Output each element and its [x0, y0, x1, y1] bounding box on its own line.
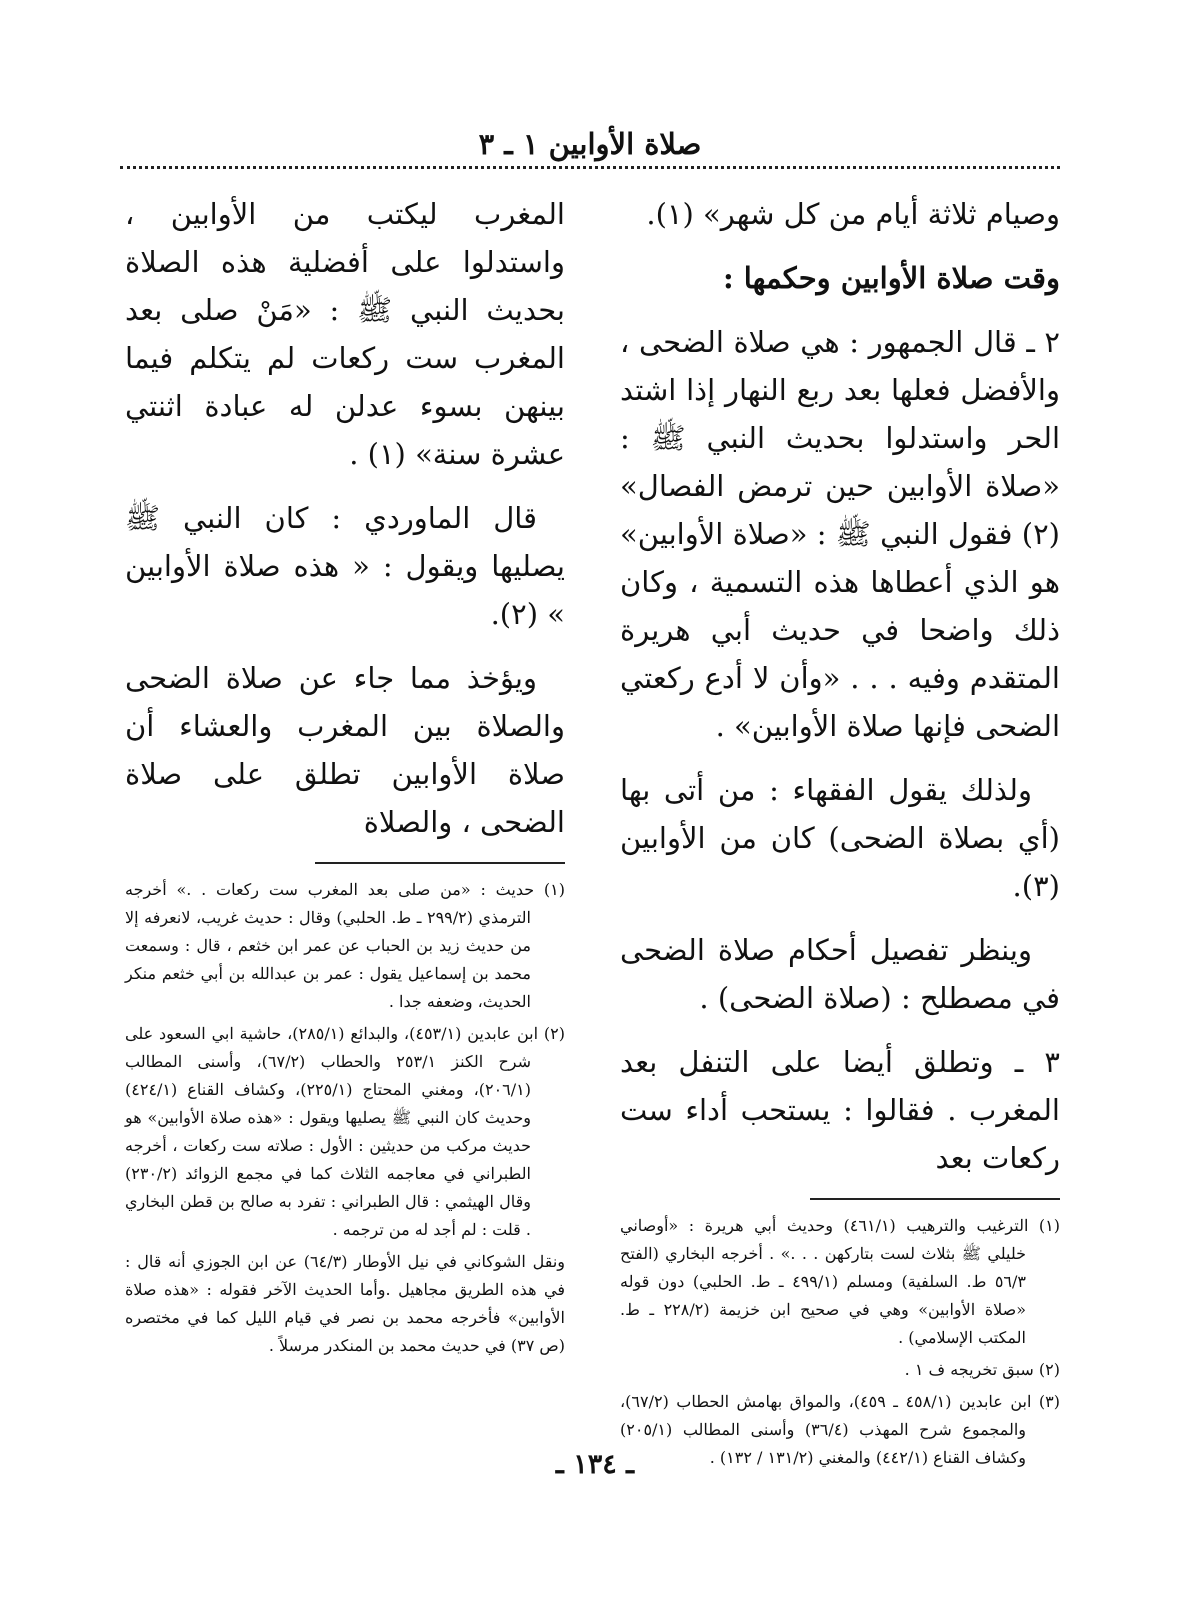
header-dotted-rule — [120, 166, 1060, 169]
paragraph: ٢ ـ قال الجمهور : هي صلاة الضحى ، والأفضل فعلها بعد ربع النهار إذا اشتد الحر واستدلوا بحديث النبي ﷺ : «صلاة الأوابين حين ترمض الفصال» (٢) فقول النبي ﷺ : «صلاة الأوابين» هو الذي أعطاها هذه التسمية ، وكان ذلك واضحا في حديث أبي هريرة المتقدم وفيه . . . «وأن لا أدع ركعتي الضحى فإنها صلاة الأوابين» . — [620, 325, 1060, 743]
footnote-continuation: ونقل الشوكاني في نيل الأوطار (٦٤/٣) عن ابن الجوزي أنه قال : في هذه الطريق مجاهيل .وأما الحديث الآخر فقوله : «هذه صلاة الأوابين» فأخرجه محمد بن نصر في قيام الليل كما في مختصره (ص ٣٧) في حديث محمد بن المنكدر مرسلاً . — [125, 1252, 565, 1355]
running-header: صلاة الأوابين ١ ـ ٣ — [478, 127, 702, 161]
footnote: (١) الترغيب والترهيب (٤٦١/١) وحديث أبي هريرة : «أوصاني خليلي ﷺ بثلاث لست بتاركهن . . .» . أخرجه البخاري (الفتح ٥٦/٣ ط. السلفية) ومسلم (٤٩٩/١ ـ ط. الحلبي) دون قوله «صلاة الأوابين» وهي في صحيح ابن خزيمة (٢٢٨/٢ ـ ط. المكتب الإسلامي) . — [620, 1216, 1060, 1347]
paragraph: ولذلك يقول الفقهاء : من أتى بها (أي بصلاة الضحى) كان من الأوابين (٣). — [620, 773, 1060, 903]
footnote: (٢) سبق تخريجه ف ١ . — [904, 1360, 1060, 1379]
left-column — [125, 190, 565, 1364]
footnotes — [620, 1212, 1060, 1472]
paragraph: ٣ ـ وتطلق أيضا على التنفل بعد المغرب . فقالوا : يستحب أداء ست ركعات بعد — [620, 1045, 1060, 1175]
paragraph: قال الماوردي : كان النبي ﷺ يصليها ويقول : « هذه صلاة الأوابين » (٢). — [125, 501, 565, 631]
footnote-rule — [315, 862, 565, 864]
section-heading: وقت صلاة الأوابين وحكمها : — [722, 261, 1060, 295]
footnote: (٢) ابن عابدين (٤٥٣/١)، والبدائع (٢٨٥/١)، حاشية ابي السعود على شرح الكنز ٢٥٣/١ والحطاب (٦٧/٢)، وأسنى المطالب (٢٠٦/١)، ومغني المحتاج (٢٢٥/١)، وكشاف القناع (٤٢٤/١) وحديث كان النبي ﷺ يصليها ويقول : «هذه صلاة الأوابين» هو حديث مركب من حديثين : الأول : صلاته ست ركعات ، أخرجه الطبراني في معاجمه الثلاث كما في مجمع الزوائد (٢٣٠/٢) وقال الهيثمي : قال الطبراني : تفرد به صالح بن قطن البخاري . قلت : لم أجد له من ترجمه . — [125, 1024, 565, 1239]
footnotes — [125, 876, 565, 1360]
footnote: (٣) ابن عابدين (٤٥٨/١ ـ ٤٥٩)، والمواق بهامش الحطاب (٦٧/٢)، والمجموع شرح المهذب (٣٦/٤) وأسنى المطالب (٢٠٥/١) وكشاف القناع (٤٤٢/١) والمغني (١٣١/٢ / ١٣٢) . — [620, 1392, 1061, 1467]
right-column — [620, 190, 1060, 1476]
page-number: ـ ١٣٤ ـ — [555, 1449, 635, 1480]
footnote: (١) حديث : «من صلى بعد المغرب ست ركعات . .» أخرجه الترمذي (٢٩٩/٢ ـ ط. الحلبي) وقال : حديث غريب، لانعرفه إلا من حديث زيد بن الحباب عن عمر ابن خثعم ، قال : وسمعت محمد بن إسماعيل يقول : عمر بن عبدالله بن أبي خثعم منكر الحديث، وضعفه جدا . — [125, 880, 565, 1011]
footnote-rule — [810, 1198, 1060, 1200]
paragraph: وصيام ثلاثة أيام من كل شهر» (١). — [646, 197, 1060, 231]
paragraph: وينظر تفصيل أحكام صلاة الضحى في مصطلح : (صلاة الضحى) . — [620, 933, 1060, 1015]
paragraph: المغرب ليكتب من الأوابين ، واستدلوا على أفضلية هذه الصلاة بحديث النبي ﷺ : «مَنْ صلى بعد المغرب ست ركعات لم يتكلم فيما بينهن بسوء عدلن له عبادة اثنتي عشرة سنة» (١) . — [125, 197, 565, 471]
paragraph: ويؤخذ مما جاء عن صلاة الضحى والصلاة بين المغرب والعشاء أن صلاة الأوابين تطلق على صلاة الضحى ، والصلاة — [125, 661, 565, 839]
